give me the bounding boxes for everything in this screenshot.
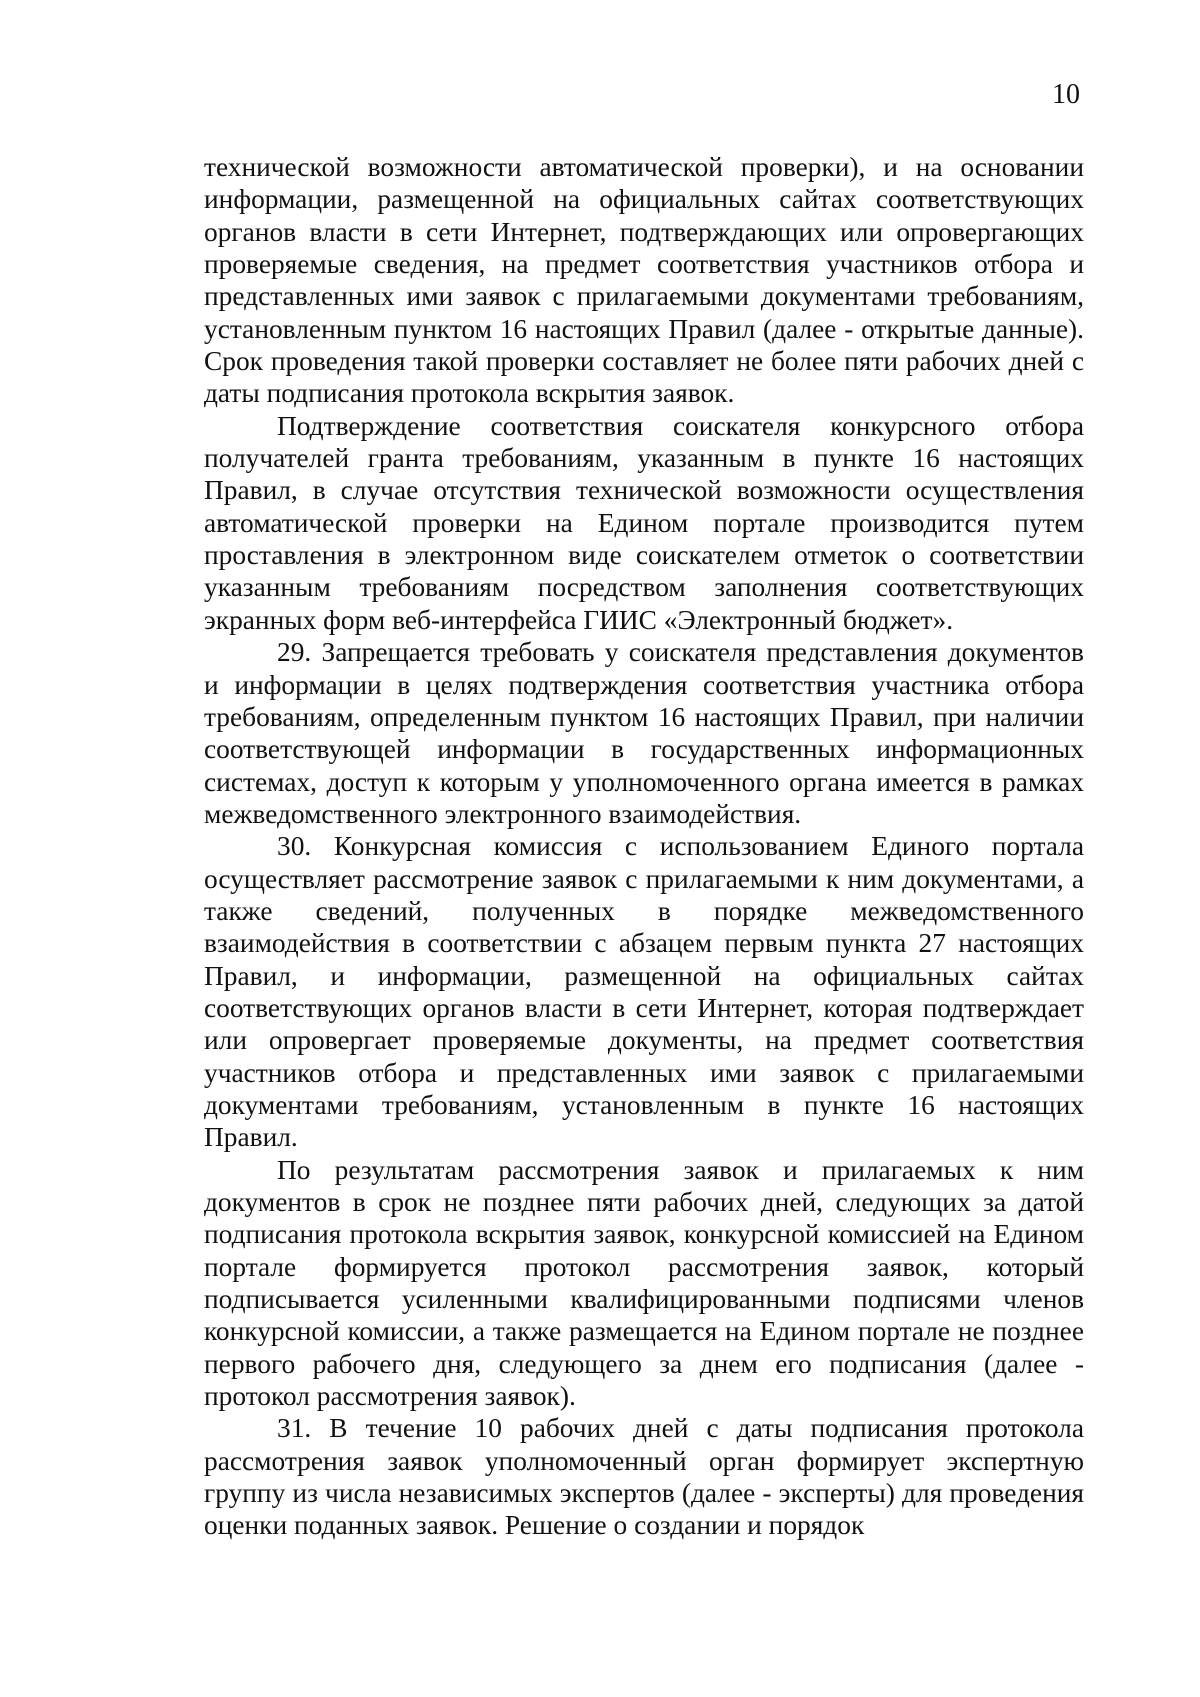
paragraph-clause-31: 31. В течение 10 рабочих дней с даты подписания протокола рассмотрения заявок уполномоченный орган формирует экспертную группу из числа независимых экспертов (далее - эксперты) для проведения оценки поданных заявок. Решение о создании и порядок: [204, 1413, 1084, 1541]
paragraph-clause-29: 29. Запрещается требовать у соискателя представления документов и информации в целях подтверждения соответствия участника отбора требованиям, определенным пунктом 16 настоящих Правил, при наличии соответствующей информации в государственных информационных системах, доступ к которым у уполномоченного органа имеется в рамках межведомственного электронного взаимодействия.: [204, 637, 1084, 829]
paragraph-open-data-check: технической возможности автоматической проверки), и на основании информации, размещенной на официальных сайтах соответствующих органов власти в сети Интернет, подтверждающих или опровергающих проверяемые сведения, на предмет соответствия участников отбора и представленных ими заявок с прилагаемыми документами требованиям, установленным пунктом 16 настоящих Правил (далее - открытые данные). Срок проведения такой проверки составляет не более пяти рабочих дней с даты подписания протокола вскрытия заявок.: [204, 152, 1084, 409]
document-body: [204, 151, 1084, 1542]
paragraph-review-protocol: По результатам рассмотрения заявок и прилагаемых к ним документов в срок не позднее пяти рабочих дней, следующих за датой подписания протокола вскрытия заявок, конкурсной комиссией на Едином портале формируется протокол рассмотрения заявок, который подписывается усиленными квалифицированными подписями членов конкурсной комиссии, а также размещается на Едином портале не позднее первого рабочего дня, следующего за днем его подписания (далее - протокол рассмотрения заявок).: [204, 1154, 1084, 1412]
paragraph-clause-30: 30. Конкурсная комиссия с использованием Единого портала осуществляет рассмотрение заявок с прилагаемыми к ним документами, а также сведений, полученных в порядке межведомственного взаимодействия в соответствии с абзацем первым пункта 27 настоящих Правил, и информации, размещенной на официальных сайтах соответствующих органов власти в сети Интернет, которая подтверждает или опровергает проверяемые документы, на предмет соответствия участников отбора и представленных ими заявок с прилагаемыми документами требованиям, установленным в пункте 16 настоящих Правил.: [204, 831, 1084, 1153]
page-number: 10: [1052, 79, 1080, 110]
paragraph-eligibility-confirmation: Подтверждение соответствия соискателя конкурсного отбора получателей гранта требованиям, указанным в пункте 16 настоящих Правил, в случае отсутствия технической возможности осуществления автоматической проверки на Едином портале производится путем проставления в электронном виде соискателем отметок о соответствии указанным требованиям посредством заполнения соответствующих экранных форм веб-интерфейса ГИИС «Электронный бюджет».: [204, 410, 1084, 635]
